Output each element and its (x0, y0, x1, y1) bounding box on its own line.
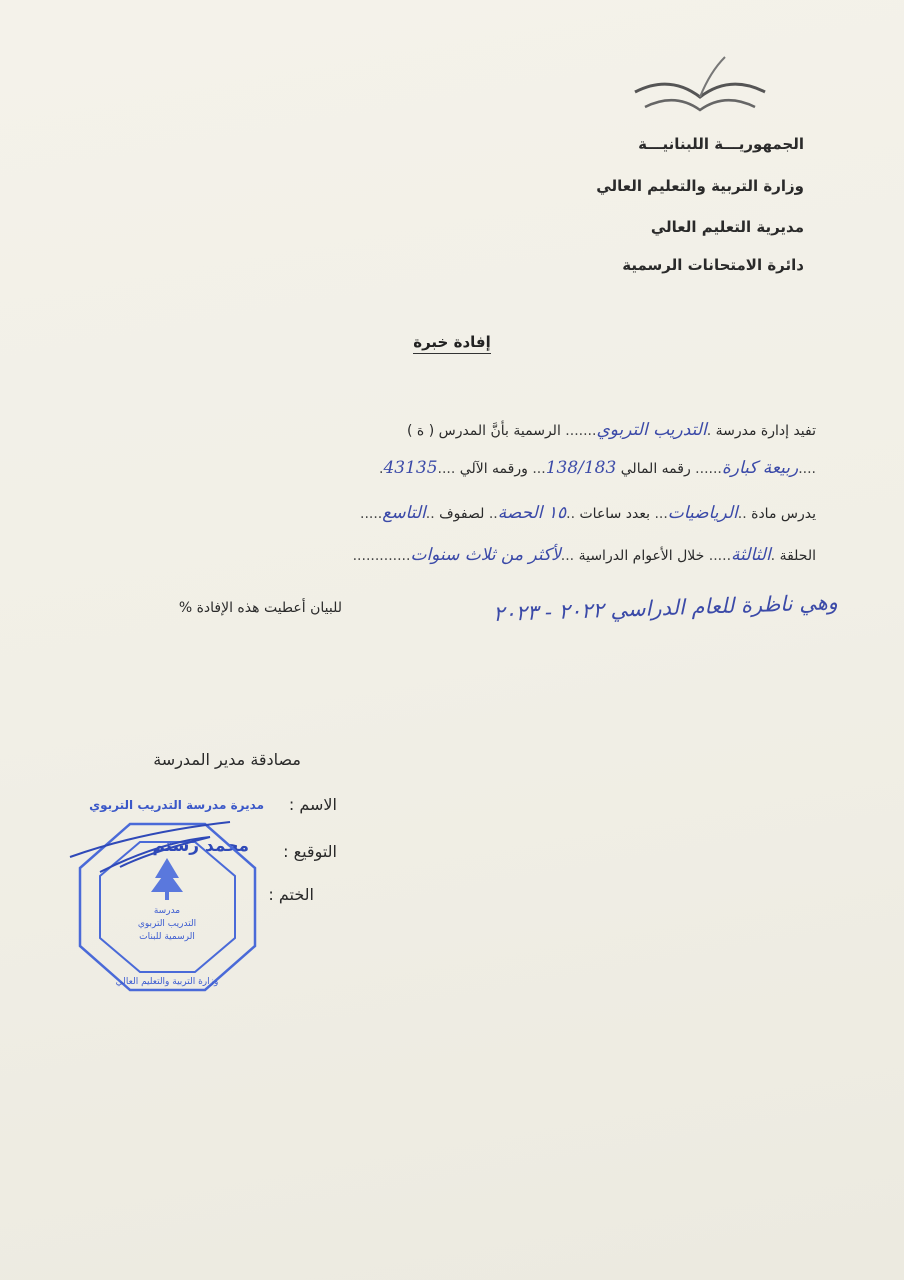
text: بعدد ساعات (579, 506, 650, 522)
text: خلال الأعوام الدراسية (578, 548, 705, 564)
text: الرسمية بأنَّ المدرس ( ة ) (407, 423, 561, 439)
subject: الرياضيات (667, 503, 738, 523)
cycle: الثالثة (731, 545, 771, 565)
header-department: دائرة الامتحانات الرسمية (622, 256, 804, 274)
header-directorate: مديرية التعليم العالي (650, 218, 804, 236)
header-republic: الجمهوريـــة اللبنانيـــة (638, 135, 804, 153)
text: رقمه المالي (620, 461, 691, 477)
signature-label: التوقيع : (283, 842, 337, 861)
text: تفيد إدارة مدرسة (715, 423, 816, 439)
text: يدرس مادة (751, 506, 816, 522)
financial-number: 138/183 (545, 458, 617, 478)
stamp-inner-1: مدرسة (153, 906, 181, 916)
ministry-logo (630, 52, 770, 126)
school-name: التدريب التربوي (596, 420, 707, 440)
stamp-outer: وزارة التربية والتعليم العالي (115, 977, 219, 987)
body-line-2: ....ربيعة كبارة...... رقمه المالي 138/183... ورقمه الآلي ....43135. (378, 458, 816, 478)
stamp-inner-3: الرسمية للبنات (139, 932, 195, 942)
signature-heading: مصادقة مدير المدرسة (153, 750, 301, 769)
stamp-inner-2: التدريب التربوي (137, 919, 197, 929)
text: للبيان أعطيت هذه الإفادة % (178, 600, 342, 616)
title-text: إفادة خبرة (413, 333, 491, 354)
document-title (0, 333, 904, 351)
text: لصفوف (439, 506, 485, 522)
grade: التاسع (382, 503, 426, 523)
years: لأكثر من ثلاث سنوات (410, 545, 561, 565)
body-line-5 (179, 600, 342, 616)
signature-scribble (60, 812, 240, 886)
name-label: الاسم : (288, 795, 337, 814)
body-line-3: يدرس مادة ..الرياضيات... بعدد ساعات ..١٥ الحصة.. لصفوف ..التاسع..... (360, 503, 816, 523)
signature-value: محمد رستم (152, 836, 249, 856)
body-line-4: الحلقة .الثالثة..... خلال الأعوام الدراسية ...لأكثر من ثلاث سنوات............. (352, 545, 816, 565)
hours: ١٥ الحصة (497, 503, 567, 523)
text: الحلقة (779, 548, 816, 564)
teacher-name: ربيعة كبارة (721, 458, 799, 478)
body-line-1: تفيد إدارة مدرسة .التدريب التربوي....... الرسمية بأنَّ المدرس ( ة ) (407, 420, 816, 440)
text: ورقمه الآلي (459, 461, 528, 477)
header-ministry: وزارة التربية والتعليم العالي (596, 177, 804, 195)
stamp-label: الختم : (268, 885, 314, 904)
auto-number: 43135 (383, 458, 438, 478)
name-value: مديرة مدرسة التدريب التربوي (89, 798, 264, 812)
handwritten-note: وهي ناظرة للعام الدراسي ٢٠٢٢ - ٢٠٢٣ (492, 589, 839, 627)
